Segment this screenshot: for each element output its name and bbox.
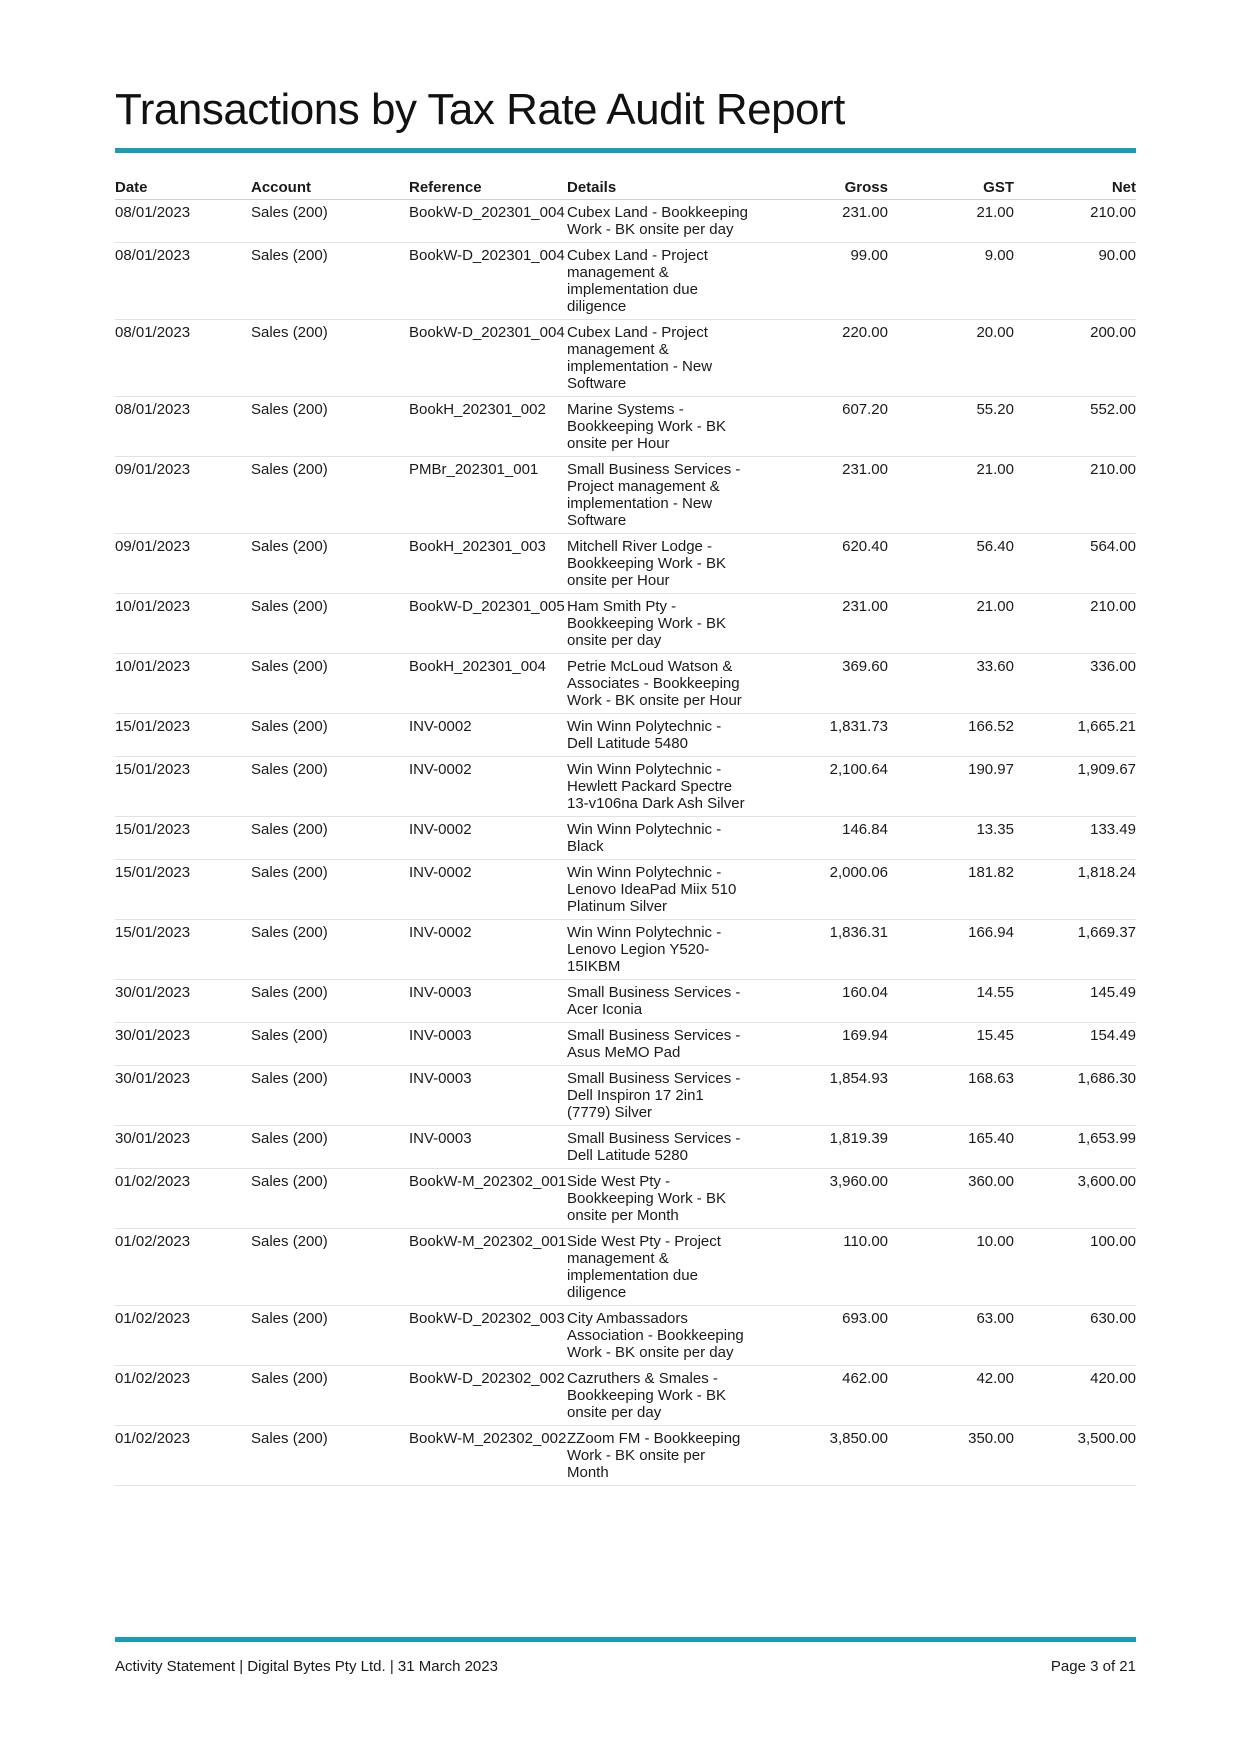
cell-reference: BookH_202301_003	[409, 534, 567, 594]
transactions-table	[115, 176, 1136, 1486]
cell-details: Win Winn Polytechnic - Lenovo Legion Y520-15IKBM	[567, 920, 763, 980]
cell-account: Sales (200)	[251, 654, 409, 714]
cell-details: Side West Pty - Project management & implementation due diligence	[567, 1229, 763, 1306]
cell-date: 15/01/2023	[115, 920, 251, 980]
cell-details: Petrie McLoud Watson & Associates - Bookkeeping Work - BK onsite per Hour	[567, 654, 763, 714]
cell-gross: 3,960.00	[763, 1169, 888, 1229]
table-row	[115, 1023, 1136, 1066]
cell-account: Sales (200)	[251, 980, 409, 1023]
cell-account: Sales (200)	[251, 1229, 409, 1306]
cell-gst: 63.00	[888, 1306, 1014, 1366]
cell-account: Sales (200)	[251, 1306, 409, 1366]
cell-details: Ham Smith Pty - Bookkeeping Work - BK onsite per day	[567, 594, 763, 654]
cell-reference: INV-0003	[409, 1023, 567, 1066]
cell-account: Sales (200)	[251, 1066, 409, 1126]
cell-date: 09/01/2023	[115, 534, 251, 594]
cell-net: 3,600.00	[1014, 1169, 1136, 1229]
table-header-row	[115, 176, 1136, 200]
cell-gst: 14.55	[888, 980, 1014, 1023]
cell-net: 90.00	[1014, 243, 1136, 320]
cell-date: 30/01/2023	[115, 1066, 251, 1126]
cell-gross: 1,854.93	[763, 1066, 888, 1126]
table-row	[115, 200, 1136, 243]
table-row	[115, 457, 1136, 534]
cell-account: Sales (200)	[251, 714, 409, 757]
cell-net: 1,818.24	[1014, 860, 1136, 920]
cell-net: 133.49	[1014, 817, 1136, 860]
cell-account: Sales (200)	[251, 1023, 409, 1066]
cell-date: 08/01/2023	[115, 243, 251, 320]
cell-gross: 2,100.64	[763, 757, 888, 817]
cell-gst: 15.45	[888, 1023, 1014, 1066]
cell-details: Small Business Services - Dell Inspiron 17 2in1 (7779) Silver	[567, 1066, 763, 1126]
page-number: Page 3 of 21	[1050, 1658, 1136, 1675]
cell-gst: 21.00	[888, 457, 1014, 534]
cell-account: Sales (200)	[251, 534, 409, 594]
cell-reference: INV-0003	[409, 1066, 567, 1126]
cell-date: 01/02/2023	[115, 1229, 251, 1306]
cell-net: 1,665.21	[1014, 714, 1136, 757]
cell-reference: INV-0003	[409, 980, 567, 1023]
cell-details: Small Business Services - Project management & implementation - New Software	[567, 457, 763, 534]
cell-gross: 607.20	[763, 397, 888, 457]
table-row	[115, 397, 1136, 457]
cell-net: 1,686.30	[1014, 1066, 1136, 1126]
cell-account: Sales (200)	[251, 457, 409, 534]
cell-net: 336.00	[1014, 654, 1136, 714]
cell-gross: 462.00	[763, 1366, 888, 1426]
cell-gst: 42.00	[888, 1366, 1014, 1426]
cell-details: Side West Pty - Bookkeeping Work - BK onsite per Month	[567, 1169, 763, 1229]
column-header-gross: Gross	[763, 176, 888, 200]
cell-net: 552.00	[1014, 397, 1136, 457]
cell-gross: 110.00	[763, 1229, 888, 1306]
cell-gst: 166.94	[888, 920, 1014, 980]
table-row	[115, 920, 1136, 980]
cell-gross: 146.84	[763, 817, 888, 860]
column-header-reference: Reference	[409, 176, 567, 200]
cell-reference: BookW-D_202301_005	[409, 594, 567, 654]
cell-date: 30/01/2023	[115, 980, 251, 1023]
cell-details: Mitchell River Lodge - Bookkeeping Work - BK onsite per Hour	[567, 534, 763, 594]
cell-details: Cubex Land - Bookkeeping Work - BK onsite per day	[567, 200, 763, 243]
table-row	[115, 1126, 1136, 1169]
footer-divider	[115, 1637, 1136, 1642]
cell-reference: INV-0002	[409, 817, 567, 860]
cell-reference: BookW-M_202302_002	[409, 1426, 567, 1486]
cell-reference: BookH_202301_002	[409, 397, 567, 457]
cell-gst: 10.00	[888, 1229, 1014, 1306]
cell-reference: BookW-D_202301_004	[409, 243, 567, 320]
cell-details: Marine Systems - Bookkeeping Work - BK onsite per Hour	[567, 397, 763, 457]
cell-gross: 1,831.73	[763, 714, 888, 757]
cell-gst: 350.00	[888, 1426, 1014, 1486]
table-row	[115, 320, 1136, 397]
cell-date: 01/02/2023	[115, 1426, 251, 1486]
cell-net: 210.00	[1014, 457, 1136, 534]
cell-details: City Ambassadors Association - Bookkeeping Work - BK onsite per day	[567, 1306, 763, 1366]
cell-gst: 360.00	[888, 1169, 1014, 1229]
table-row	[115, 1426, 1136, 1486]
cell-net: 420.00	[1014, 1366, 1136, 1426]
cell-reference: BookW-D_202301_004	[409, 200, 567, 243]
cell-gst: 190.97	[888, 757, 1014, 817]
table-row	[115, 980, 1136, 1023]
cell-details: Small Business Services - Acer Iconia	[567, 980, 763, 1023]
cell-gross: 2,000.06	[763, 860, 888, 920]
table-row	[115, 817, 1136, 860]
table-row	[115, 654, 1136, 714]
table-row	[115, 714, 1136, 757]
cell-net: 1,653.99	[1014, 1126, 1136, 1169]
cell-date: 01/02/2023	[115, 1306, 251, 1366]
cell-account: Sales (200)	[251, 320, 409, 397]
cell-gst: 165.40	[888, 1126, 1014, 1169]
cell-account: Sales (200)	[251, 243, 409, 320]
table-body	[115, 200, 1136, 1486]
cell-details: Small Business Services - Dell Latitude 5280	[567, 1126, 763, 1169]
cell-account: Sales (200)	[251, 757, 409, 817]
cell-gst: 55.20	[888, 397, 1014, 457]
cell-reference: BookW-D_202301_004	[409, 320, 567, 397]
table-row	[115, 1169, 1136, 1229]
cell-gst: 166.52	[888, 714, 1014, 757]
cell-reference: BookW-M_202302_001	[409, 1169, 567, 1229]
cell-account: Sales (200)	[251, 920, 409, 980]
column-header-account: Account	[251, 176, 409, 200]
cell-gross: 1,819.39	[763, 1126, 888, 1169]
cell-gross: 231.00	[763, 594, 888, 654]
footer-statement: Activity Statement | Digital Bytes Pty Ltd. | 31 March 2023	[115, 1658, 498, 1675]
cell-date: 15/01/2023	[115, 757, 251, 817]
page-title: Transactions by Tax Rate Audit Report	[115, 85, 845, 134]
cell-details: Cazruthers & Smales - Bookkeeping Work - BK onsite per day	[567, 1366, 763, 1426]
cell-details: Win Winn Polytechnic - Dell Latitude 5480	[567, 714, 763, 757]
cell-account: Sales (200)	[251, 1169, 409, 1229]
cell-gst: 9.00	[888, 243, 1014, 320]
cell-gross: 169.94	[763, 1023, 888, 1066]
table-row	[115, 1366, 1136, 1426]
cell-account: Sales (200)	[251, 397, 409, 457]
cell-gst: 56.40	[888, 534, 1014, 594]
table-row	[115, 243, 1136, 320]
cell-date: 15/01/2023	[115, 817, 251, 860]
cell-date: 08/01/2023	[115, 200, 251, 243]
cell-reference: BookW-D_202302_002	[409, 1366, 567, 1426]
cell-reference: BookH_202301_004	[409, 654, 567, 714]
cell-gross: 369.60	[763, 654, 888, 714]
table-row	[115, 1229, 1136, 1306]
cell-gst: 21.00	[888, 594, 1014, 654]
cell-details: ZZoom FM - Bookkeeping Work - BK onsite per Month	[567, 1426, 763, 1486]
cell-reference: BookW-D_202302_003	[409, 1306, 567, 1366]
cell-reference: INV-0002	[409, 714, 567, 757]
table-row	[115, 534, 1136, 594]
cell-gst: 20.00	[888, 320, 1014, 397]
cell-reference: BookW-M_202302_001	[409, 1229, 567, 1306]
cell-details: Cubex Land - Project management & implementation - New Software	[567, 320, 763, 397]
column-header-gst: GST	[888, 176, 1014, 200]
cell-account: Sales (200)	[251, 817, 409, 860]
cell-gst: 168.63	[888, 1066, 1014, 1126]
cell-date: 30/01/2023	[115, 1126, 251, 1169]
cell-net: 210.00	[1014, 594, 1136, 654]
cell-reference: INV-0002	[409, 860, 567, 920]
column-header-date: Date	[115, 176, 251, 200]
table-row	[115, 757, 1136, 817]
cell-gst: 13.35	[888, 817, 1014, 860]
cell-date: 08/01/2023	[115, 397, 251, 457]
cell-gross: 3,850.00	[763, 1426, 888, 1486]
cell-gross: 620.40	[763, 534, 888, 594]
cell-gross: 99.00	[763, 243, 888, 320]
cell-net: 154.49	[1014, 1023, 1136, 1066]
table-row	[115, 1066, 1136, 1126]
cell-net: 630.00	[1014, 1306, 1136, 1366]
cell-details: Win Winn Polytechnic - Lenovo IdeaPad Miix 510 Platinum Silver	[567, 860, 763, 920]
cell-date: 15/01/2023	[115, 714, 251, 757]
cell-date: 15/01/2023	[115, 860, 251, 920]
cell-account: Sales (200)	[251, 594, 409, 654]
cell-reference: INV-0003	[409, 1126, 567, 1169]
cell-date: 08/01/2023	[115, 320, 251, 397]
table-row	[115, 860, 1136, 920]
column-header-details: Details	[567, 176, 763, 200]
cell-account: Sales (200)	[251, 860, 409, 920]
cell-gross: 693.00	[763, 1306, 888, 1366]
cell-gst: 33.60	[888, 654, 1014, 714]
column-header-net: Net	[1014, 176, 1136, 200]
cell-account: Sales (200)	[251, 200, 409, 243]
cell-net: 3,500.00	[1014, 1426, 1136, 1486]
cell-date: 09/01/2023	[115, 457, 251, 534]
cell-gross: 1,836.31	[763, 920, 888, 980]
cell-date: 10/01/2023	[115, 594, 251, 654]
cell-net: 564.00	[1014, 534, 1136, 594]
cell-net: 1,909.67	[1014, 757, 1136, 817]
cell-gross: 231.00	[763, 200, 888, 243]
cell-net: 200.00	[1014, 320, 1136, 397]
cell-net: 1,669.37	[1014, 920, 1136, 980]
cell-details: Cubex Land - Project management & implementation due diligence	[567, 243, 763, 320]
cell-date: 30/01/2023	[115, 1023, 251, 1066]
cell-details: Win Winn Polytechnic - Black	[567, 817, 763, 860]
cell-net: 145.49	[1014, 980, 1136, 1023]
cell-details: Win Winn Polytechnic - Hewlett Packard Spectre 13-v106na Dark Ash Silver	[567, 757, 763, 817]
cell-date: 10/01/2023	[115, 654, 251, 714]
cell-gross: 160.04	[763, 980, 888, 1023]
cell-date: 01/02/2023	[115, 1169, 251, 1229]
cell-reference: INV-0002	[409, 757, 567, 817]
cell-gross: 231.00	[763, 457, 888, 534]
cell-gst: 181.82	[888, 860, 1014, 920]
cell-net: 210.00	[1014, 200, 1136, 243]
title-divider	[115, 148, 1136, 153]
cell-details: Small Business Services - Asus MeMO Pad	[567, 1023, 763, 1066]
cell-gst: 21.00	[888, 200, 1014, 243]
cell-net: 100.00	[1014, 1229, 1136, 1306]
table-row	[115, 594, 1136, 654]
cell-reference: INV-0002	[409, 920, 567, 980]
cell-gross: 220.00	[763, 320, 888, 397]
cell-date: 01/02/2023	[115, 1366, 251, 1426]
cell-account: Sales (200)	[251, 1426, 409, 1486]
cell-reference: PMBr_202301_001	[409, 457, 567, 534]
cell-account: Sales (200)	[251, 1126, 409, 1169]
cell-account: Sales (200)	[251, 1366, 409, 1426]
table-row	[115, 1306, 1136, 1366]
